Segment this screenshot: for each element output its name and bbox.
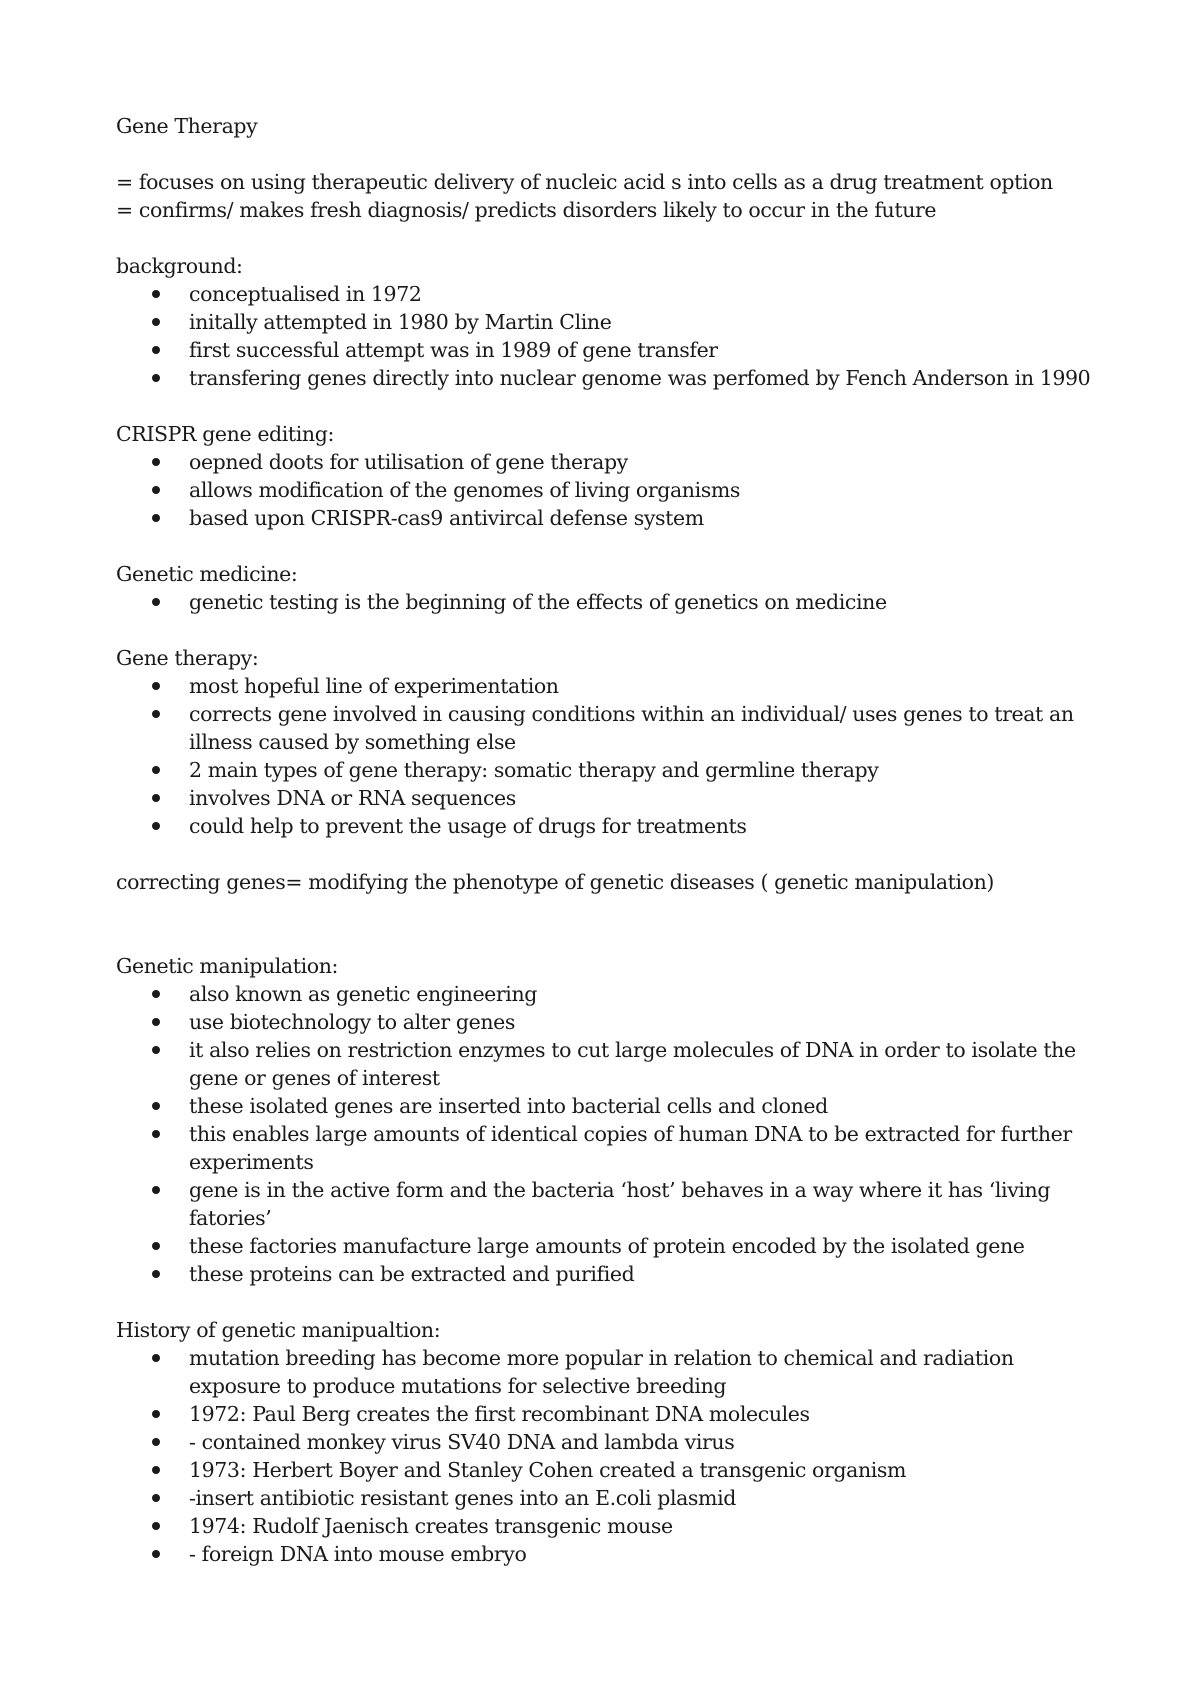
genetic-medicine-heading: Genetic medicine: — [116, 562, 298, 586]
list-item: 1974: Rudolf Jaenisch creates transgenic mouse — [116, 1512, 1116, 1540]
document-page — [116, 112, 1116, 1568]
bullet-icon — [152, 990, 160, 998]
genetic-medicine-list — [116, 588, 1116, 616]
gene-therapy-list — [116, 672, 1116, 840]
bullet-icon — [152, 346, 160, 354]
bullet-icon — [152, 822, 160, 830]
list-item: -insert antibiotic resistant genes into an E.coli plasmid — [116, 1484, 1116, 1512]
list-item: use biotechnology to alter genes — [116, 1008, 1116, 1036]
document-title: Gene Therapy — [116, 114, 258, 138]
list-item: - contained monkey virus SV40 DNA and lambda virus — [116, 1428, 1116, 1456]
genetic-manipulation-list — [116, 980, 1116, 1288]
bullet-icon — [152, 1270, 160, 1278]
crispr-heading: CRISPR gene editing: — [116, 422, 334, 446]
list-item: could help to prevent the usage of drugs for treatments — [116, 812, 1116, 840]
bullet-icon — [152, 290, 160, 298]
bullet-icon — [152, 1550, 160, 1558]
list-item: most hopeful line of experimentation — [116, 672, 1116, 700]
history-list — [116, 1344, 1116, 1568]
list-item: involves DNA or RNA sequences — [116, 784, 1116, 812]
list-item: corrects gene involved in causing conditions within an individual/ uses genes to treat an illness caused by something else — [116, 700, 1116, 756]
background-heading: background: — [116, 254, 243, 278]
history-heading: History of genetic manipualtion: — [116, 1318, 441, 1342]
list-item: 1973: Herbert Boyer and Stanley Cohen created a transgenic organism — [116, 1456, 1116, 1484]
list-item: gene is in the active form and the bacteria ‘host’ behaves in a way where it has ‘living fatories’ — [116, 1176, 1116, 1232]
gene-therapy-heading: Gene therapy: — [116, 646, 259, 670]
list-item: - foreign DNA into mouse embryo — [116, 1540, 1116, 1568]
list-item: these factories manufacture large amounts of protein encoded by the isolated gene — [116, 1232, 1116, 1260]
bullet-icon — [152, 766, 160, 774]
correcting-genes-line: correcting genes= modifying the phenotype of genetic diseases ( genetic manipulation) — [116, 870, 995, 894]
bullet-icon — [152, 1102, 160, 1110]
bullet-icon — [152, 794, 160, 802]
intro-line-2: = confirms/ makes fresh diagnosis/ predicts disorders likely to occur in the future — [116, 198, 937, 222]
bullet-icon — [152, 682, 160, 690]
bullet-icon — [152, 1354, 160, 1362]
list-item: these proteins can be extracted and purified — [116, 1260, 1116, 1288]
bullet-icon — [152, 1046, 160, 1054]
bullet-icon — [152, 1018, 160, 1026]
bullet-icon — [152, 1522, 160, 1530]
list-item: conceptualised in 1972 — [116, 280, 1116, 308]
bullet-icon — [152, 1410, 160, 1418]
list-item: transfering genes directly into nuclear genome was perfomed by Fench Anderson in 1990 — [116, 364, 1116, 392]
list-item: these isolated genes are inserted into bacterial cells and cloned — [116, 1092, 1116, 1120]
list-item: this enables large amounts of identical copies of human DNA to be extracted for further experiments — [116, 1120, 1116, 1176]
list-item: mutation breeding has become more popular in relation to chemical and radiation exposure to produce mutations for selective breeding — [116, 1344, 1116, 1400]
list-item: 2 main types of gene therapy: somatic therapy and germline therapy — [116, 756, 1116, 784]
bullet-icon — [152, 1186, 160, 1194]
background-list — [116, 280, 1116, 392]
bullet-icon — [152, 374, 160, 382]
bullet-icon — [152, 1242, 160, 1250]
bullet-icon — [152, 1466, 160, 1474]
list-item: first successful attempt was in 1989 of gene transfer — [116, 336, 1116, 364]
bullet-icon — [152, 458, 160, 466]
list-item: genetic testing is the beginning of the effects of genetics on medicine — [116, 588, 1116, 616]
genetic-manipulation-heading: Genetic manipulation: — [116, 954, 339, 978]
list-item: oepned doots for utilisation of gene therapy — [116, 448, 1116, 476]
list-item: also known as genetic engineering — [116, 980, 1116, 1008]
bullet-icon — [152, 318, 160, 326]
list-item: it also relies on restriction enzymes to cut large molecules of DNA in order to isolate the gene or genes of interest — [116, 1036, 1116, 1092]
bullet-icon — [152, 486, 160, 494]
list-item: 1972: Paul Berg creates the first recombinant DNA molecules — [116, 1400, 1116, 1428]
bullet-icon — [152, 1494, 160, 1502]
bullet-icon — [152, 598, 160, 606]
list-item: based upon CRISPR-cas9 antivircal defense system — [116, 504, 1116, 532]
intro-line-1: = focuses on using therapeutic delivery of nucleic acid s into cells as a drug treatment option — [116, 170, 1053, 194]
list-item: initally attempted in 1980 by Martin Cline — [116, 308, 1116, 336]
bullet-icon — [152, 1438, 160, 1446]
list-item: allows modification of the genomes of living organisms — [116, 476, 1116, 504]
crispr-list — [116, 448, 1116, 532]
bullet-icon — [152, 710, 160, 718]
bullet-icon — [152, 1130, 160, 1138]
bullet-icon — [152, 514, 160, 522]
